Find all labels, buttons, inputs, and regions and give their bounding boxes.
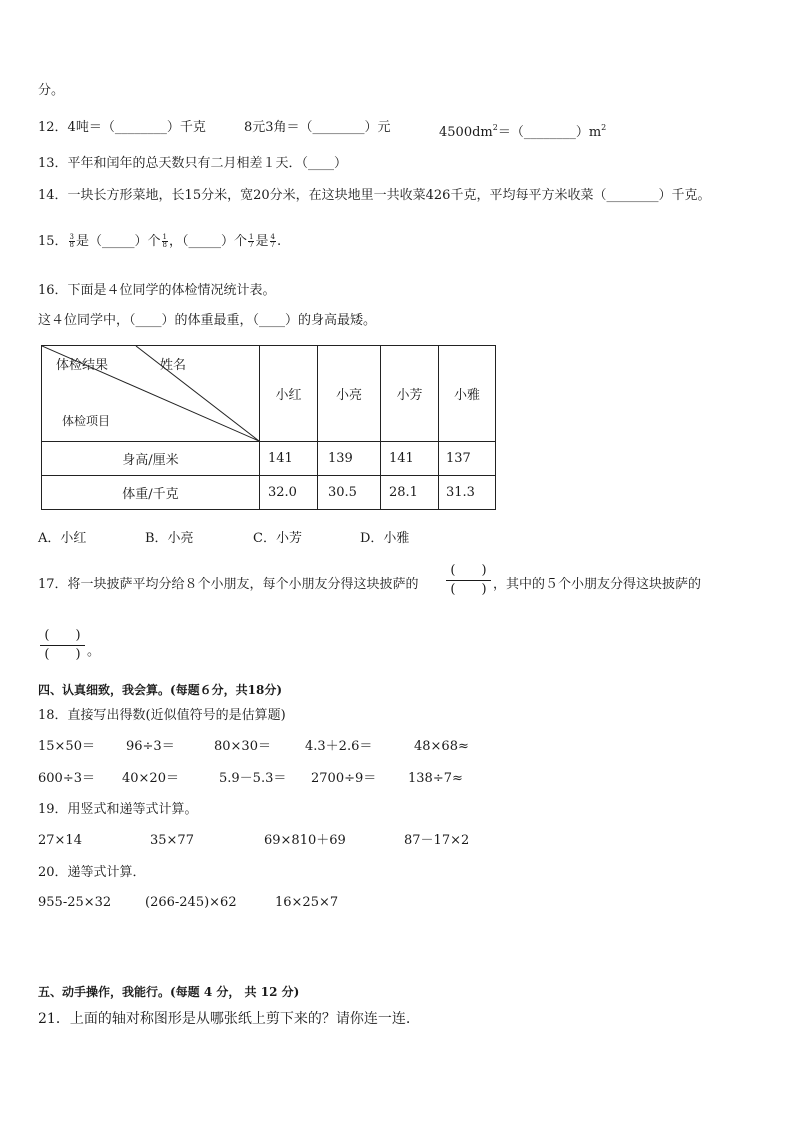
calc-item: 16×25×7 — [275, 895, 339, 910]
question-16: 16．下面是４位同学的体检情况统计表。 — [38, 283, 276, 298]
header-name-label: 姓名 — [160, 358, 187, 373]
section-5-heading: 五、动手操作，我能行。(每题 4 分， 共 12 分) — [38, 985, 300, 999]
table-row — [42, 442, 496, 476]
table-cell: 32.0 — [260, 476, 318, 510]
question-17-continued: ，其中的５个小朋友分得这块披萨的 — [493, 577, 702, 592]
calc-item: 96÷3＝ — [126, 739, 175, 754]
table-cell: 28.1 — [381, 476, 439, 510]
fraction: $\frac{1}{7}$ — [249, 233, 254, 249]
column-header-name: 小雅 — [439, 346, 496, 442]
fraction: $\frac{4}{7}$ — [270, 233, 275, 249]
header-item-label: 体检项目 — [62, 414, 111, 428]
q12-part-a: 4吨＝（________）千克 — [67, 120, 206, 135]
table-cell: 31.3 — [439, 476, 496, 510]
row-label: 身高/厘米 — [42, 442, 260, 476]
question-17: 17．将一块披萨平均分给８个小朋友，每个小朋友分得这块披萨的 — [38, 577, 419, 592]
question-number: 12． — [38, 120, 68, 135]
calc-item: 69×810＋69 — [264, 833, 346, 848]
blank-fraction: ( ) ( ) — [40, 627, 85, 664]
option-a: A．小红 — [38, 531, 87, 546]
section-4-heading: 四、认真细致，我会算。(每题６分，共18分) — [38, 683, 283, 697]
option-c: C．小芳 — [253, 531, 302, 546]
period: 。 — [87, 644, 101, 659]
calc-item: 35×77 — [150, 833, 194, 848]
table-cell: 30.5 — [318, 476, 381, 510]
health-check-table — [41, 345, 496, 510]
calc-item: 27×14 — [38, 833, 82, 848]
question-14: 14．一块长方形菜地，长15分米，宽20分米，在这块地里一共收菜426千克，平均每平方米收菜（________）千克。 — [38, 188, 711, 203]
calc-item: 48×68≈ — [414, 739, 469, 754]
table-cell: 141 — [260, 442, 318, 476]
header-result-label: 体检结果 — [56, 358, 109, 373]
column-header-name: 小芳 — [381, 346, 439, 442]
question-18: 18．直接写出得数(近似值符号的是估算题) — [38, 708, 286, 723]
q12-part-c: $4500dm^2=(\_\_\_\_\_\_\_\_)m^2$ — [439, 123, 607, 140]
column-header-name: 小红 — [260, 346, 318, 442]
option-b: B．小亮 — [145, 531, 194, 546]
blank-fraction: ( ) ( ) — [446, 562, 491, 599]
calc-item: 87－17×2 — [404, 833, 470, 848]
column-header-name: 小亮 — [318, 346, 381, 442]
calc-item: 5.9－5.3＝ — [219, 771, 287, 786]
question-19: 19．用竖式和递等式计算。 — [38, 802, 198, 817]
question-15: 15． $\frac{3}{8}$ 是（_____）个 $\frac{1}{8}$ ，（_____）个 $\frac{1}{7}$ 是 $\frac{4}{7}$ . — [38, 233, 282, 249]
calc-item: 2700÷9＝ — [311, 771, 377, 786]
calc-item: 80×30＝ — [214, 739, 271, 754]
previous-question-tail: 分。 — [38, 83, 65, 98]
calc-item: 4.3＋2.6＝ — [305, 739, 373, 754]
question-16-prompt: 这４位同学中，（____）的体重最重，（____）的身高最矮。 — [38, 313, 377, 328]
calc-item: 955-25×32 — [38, 895, 112, 910]
table-cell: 141 — [381, 442, 439, 476]
question-13: 13．平年和闰年的总天数只有二月相差１天．（____） — [38, 156, 348, 171]
fraction: $\frac{1}{8}$ — [162, 233, 167, 249]
calc-item: 15×50＝ — [38, 739, 95, 754]
calc-item: 40×20＝ — [122, 771, 179, 786]
question-20: 20．递等式计算． — [38, 865, 146, 880]
option-d: D．小雅 — [360, 531, 410, 546]
q12-part-b: 8元3角＝（________）元 — [244, 120, 391, 135]
diagonal-header-cell — [42, 346, 260, 442]
calc-item: 600÷3＝ — [38, 771, 95, 786]
table-row — [42, 476, 496, 510]
calc-item: 138÷7≈ — [408, 771, 463, 786]
calc-item: (266-245)×62 — [145, 895, 237, 910]
table-cell: 139 — [318, 442, 381, 476]
row-label: 体重/千克 — [42, 476, 260, 510]
table-cell: 137 — [439, 442, 496, 476]
question-21: 21．上面的轴对称图形是从哪张纸上剪下来的？请你连一连. — [38, 1011, 411, 1027]
question-12 — [38, 119, 206, 137]
fraction: $\frac{3}{8}$ — [69, 233, 75, 249]
